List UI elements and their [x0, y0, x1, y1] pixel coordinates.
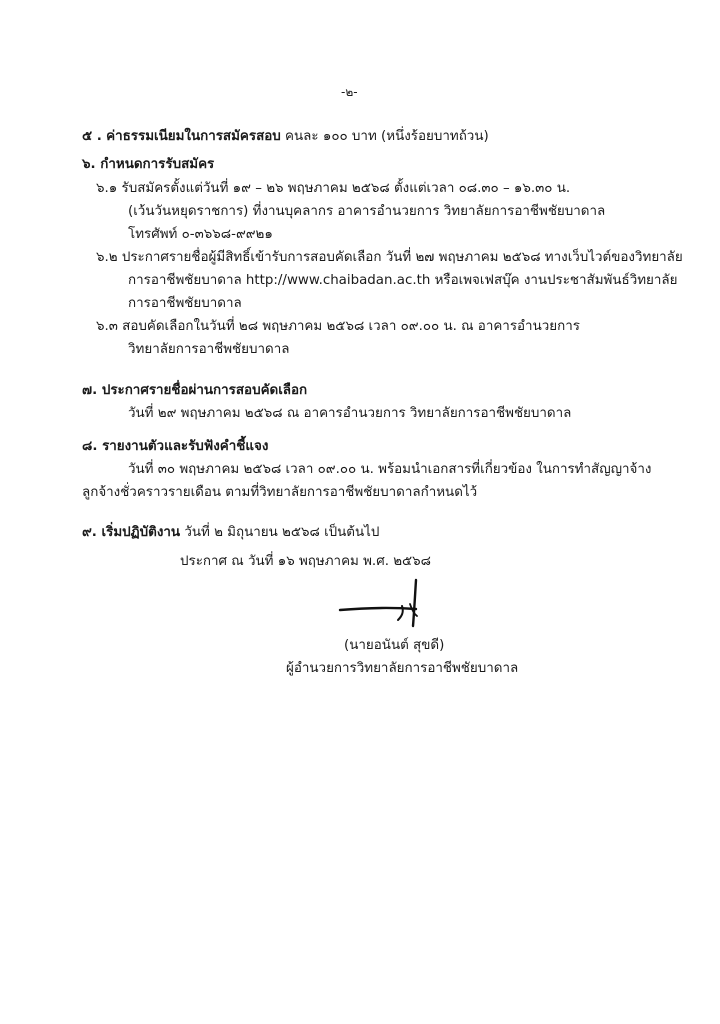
- section-6-3-line-2: วิทยาลัยการอาชีพชัยบาดาล: [128, 342, 290, 357]
- announcement-date: ประกาศ ณ วันที่ ๑๖ พฤษภาคม พ.ศ. ๒๕๖๘: [180, 554, 431, 569]
- page-number: -๒-: [341, 85, 358, 99]
- section-6-2-line-3: การอาชีพชัยบาดาล: [128, 296, 242, 311]
- section-6-1-line-2: (เว้นวันหยุดราชการ) ที่งานบุคลากร อาคารอำนวยการ วิทยาลัยการอาชีพชัยบาดาล: [128, 204, 606, 219]
- signature: [336, 576, 446, 642]
- section-6-heading: ๖. กำหนดการรับสมัคร: [82, 157, 215, 172]
- section-5-title: ค่าธรรมเนียมในการสมัครสอบ: [106, 129, 281, 144]
- section-8-heading: ๘. รายงานตัวและรับฟังคำชี้แจง: [82, 439, 269, 454]
- section-8-text-line-1: วันที่ ๓๐ พฤษภาคม ๒๕๖๘ เวลา ๐๙.๐๐ น. พร้อมนำเอกสารที่เกี่ยวข้อง ในการทำสัญญาจ้าง: [128, 462, 652, 477]
- section-5: [82, 128, 489, 146]
- section-6-2-line-2: การอาชีพชัยบาดาล http://www.chaibadan.ac.th หรือเพจเฟสบุ๊ค งานประชาสัมพันธ์วิทยาลัย: [128, 273, 678, 288]
- section-6-1-line-1: ๖.๑ รับสมัครตั้งแต่วันที่ ๑๙ – ๒๖ พฤษภาคม ๒๕๖๘ ตั้งแต่เวลา ๐๘.๓๐ – ๑๖.๓๐ น.: [96, 181, 571, 196]
- section-5-number: ๕ .: [82, 129, 102, 144]
- section-9-heading: ๙. เริ่มปฏิบัติงาน: [82, 525, 181, 540]
- section-6-3-line-1: ๖.๓ สอบคัดเลือกในวันที่ ๒๘ พฤษภาคม ๒๕๖๘ เวลา ๐๙.๐๐ น. ณ อาคารอำนวยการ: [96, 319, 580, 334]
- section-5-text: คนละ ๑๐๐ บาท (หนึ่งร้อยบาทถ้วน): [280, 129, 489, 144]
- section-9-text: วันที่ ๒ มิถุนายน ๒๕๖๘ เป็นต้นไป: [180, 525, 380, 540]
- section-7-text: วันที่ ๒๙ พฤษภาคม ๒๕๖๘ ณ อาคารอำนวยการ วิทยาลัยการอาชีพชัยบาดาล: [128, 406, 572, 421]
- signer-title: ผู้อำนวยการวิทยาลัยการอาชีพชัยบาดาล: [286, 661, 519, 676]
- section-6-2-line-1: ๖.๒ ประกาศรายชื่อผู้มีสิทธิ์เข้ารับการสอบคัดเลือก วันที่ ๒๗ พฤษภาคม ๒๕๖๘ ทางเว็บไวต์ของวิทยาลัย: [96, 250, 683, 265]
- section-7-heading: ๗. ประกาศรายชื่อผ่านการสอบคัดเลือก: [82, 383, 308, 398]
- section-9: [82, 524, 379, 542]
- section-8-text-line-2: ลูกจ้างชั่วคราวรายเดือน ตามที่วิทยาลัยการอาชีพชัยบาดาลกำหนดไว้: [82, 485, 478, 500]
- signer-name: (นายอนันต์ สุขดี): [344, 638, 445, 653]
- section-6-1-line-3: โทรศัพท์ ๐-๓๖๖๘-๙๙๒๑: [128, 227, 273, 242]
